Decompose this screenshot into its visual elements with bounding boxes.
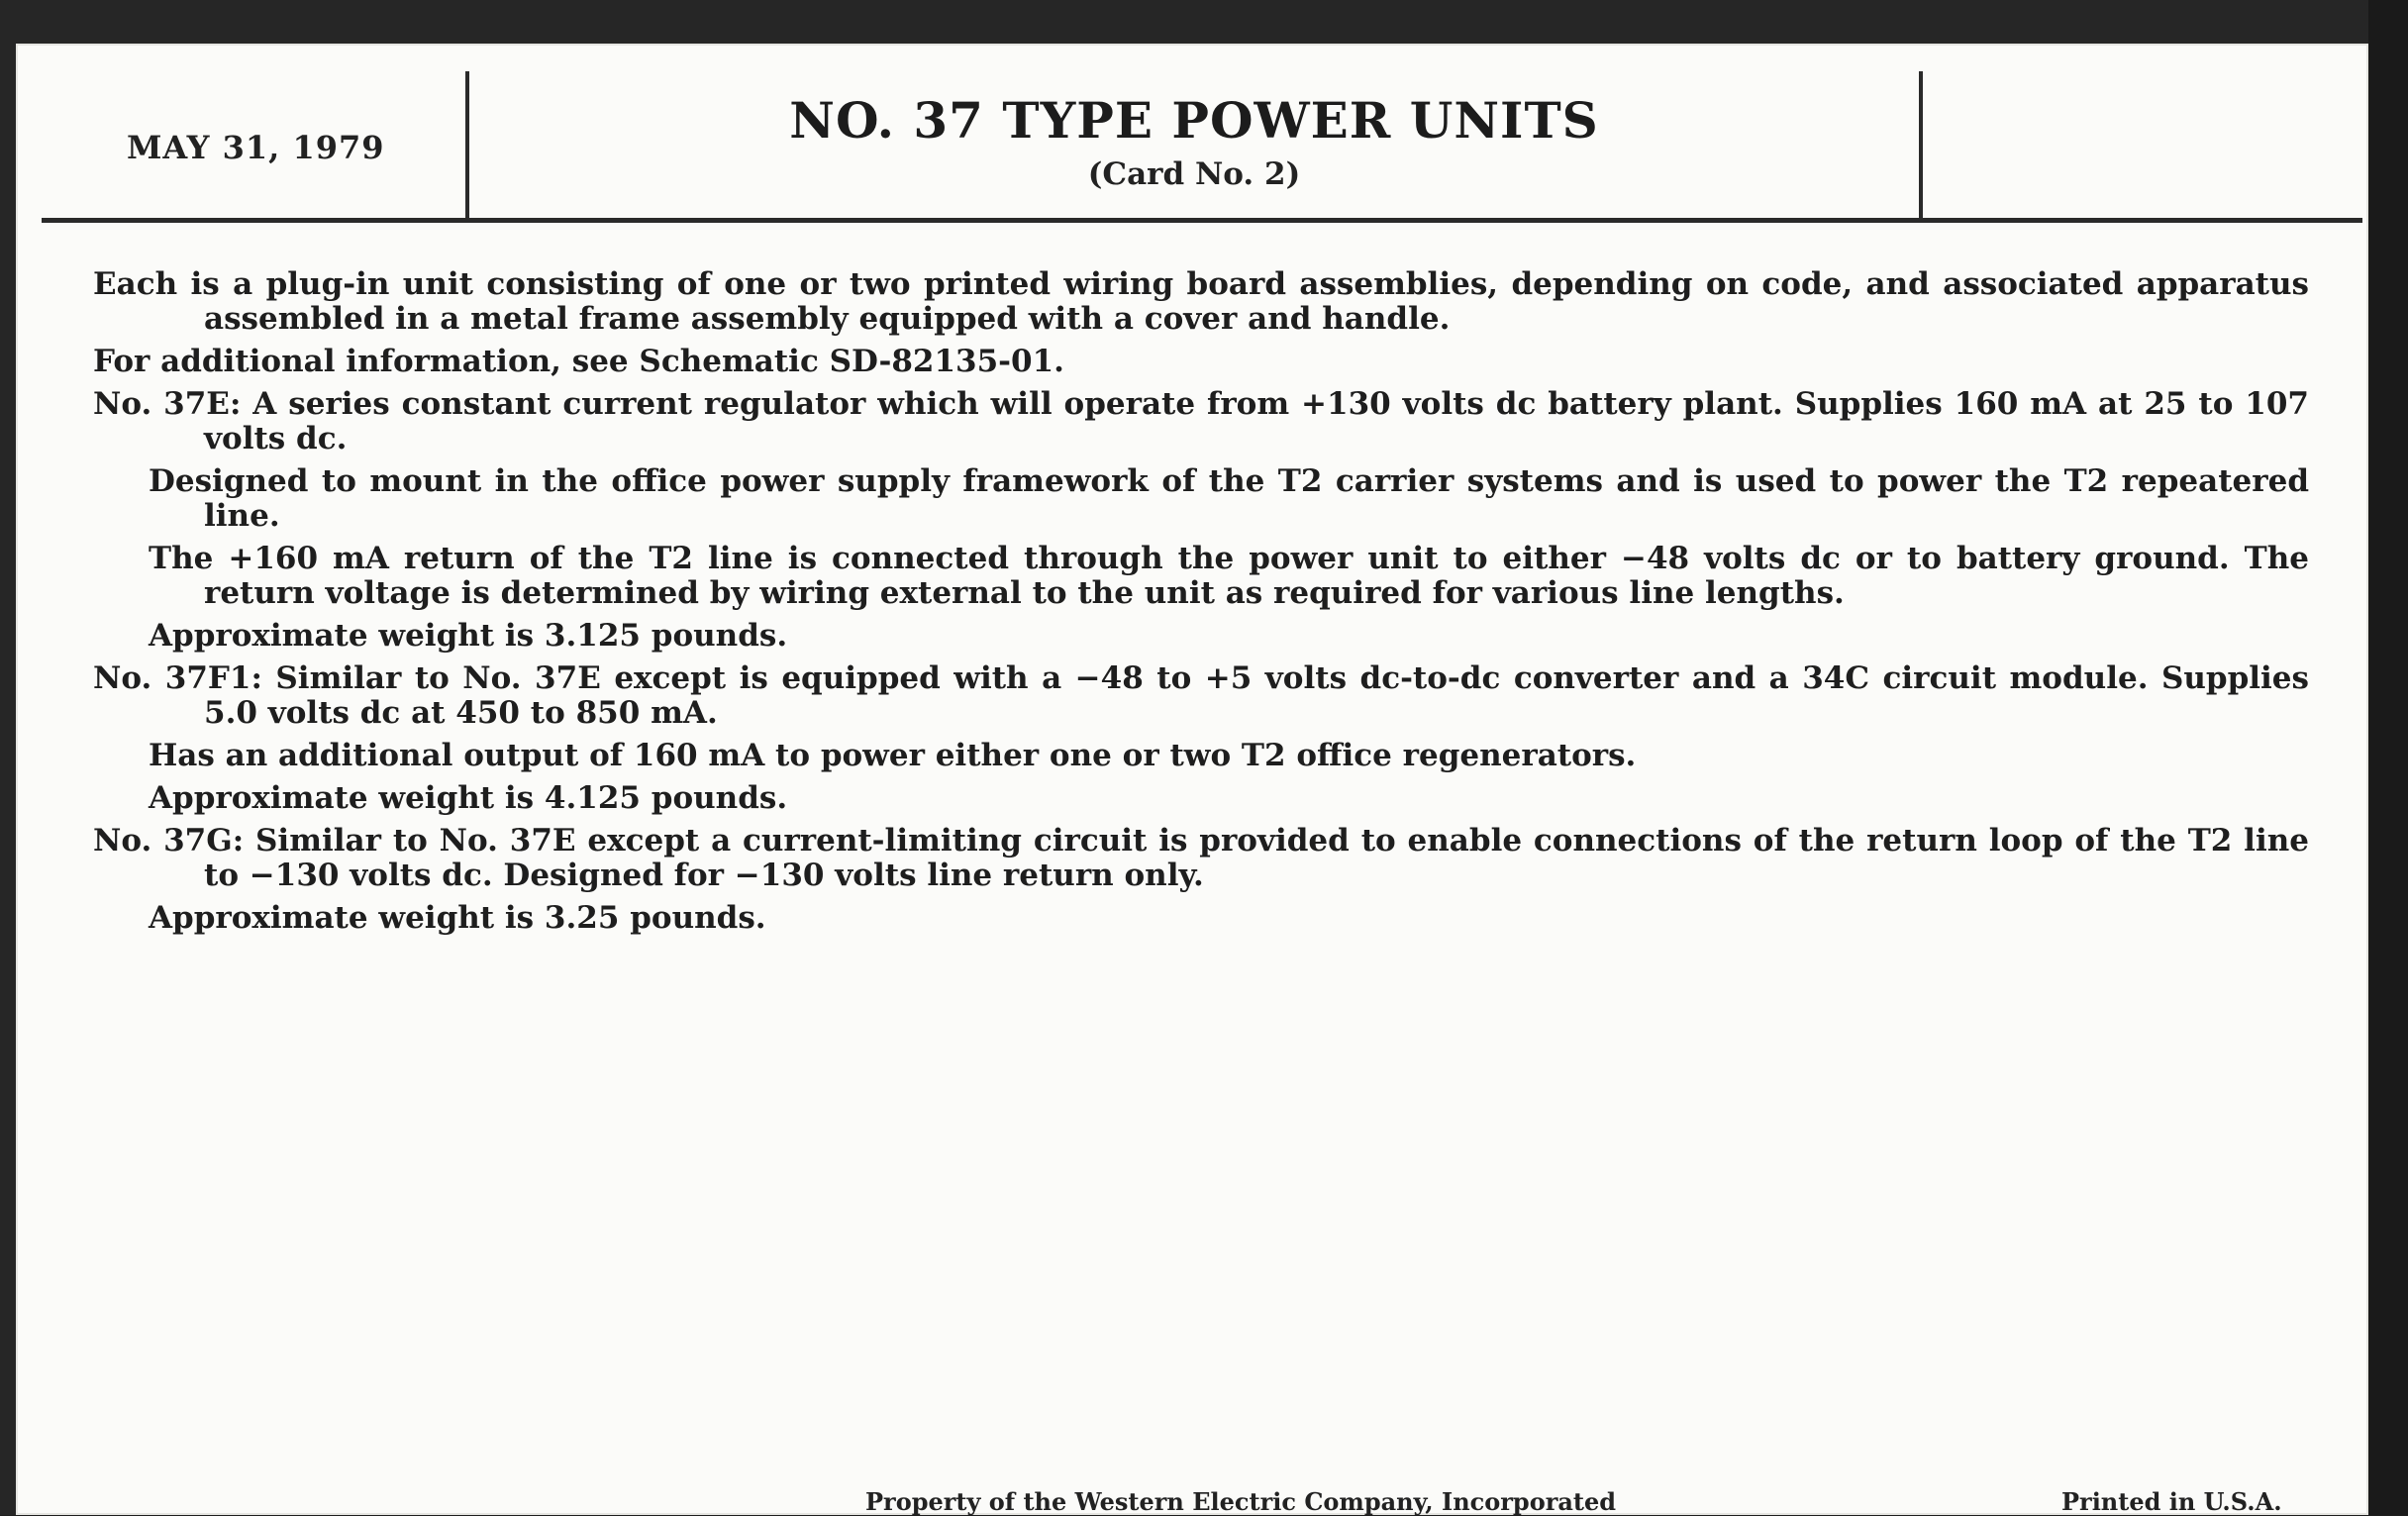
paragraph-37f1: No. 37F1: Similar to No. 37E except is equipped with a −48 to +5 volts dc-to-dc converter and a 34C circuit module. Supplies 5.0 volts dc at 450 to 850 mA. <box>93 660 2309 731</box>
paragraph-37g-weight: Approximate weight is 3.25 pounds. <box>149 900 766 936</box>
header-divider-right <box>1919 71 1923 222</box>
header-rule <box>42 218 2362 223</box>
card-title: NO. 37 TYPE POWER UNITS <box>789 91 1599 150</box>
card-body <box>93 267 2309 944</box>
paragraph-37g: No. 37G: Similar to No. 37E except a current-limiting circuit is provided to enable connections of the return loop of the T2 line to −130 volts dc. Designed for −130 volts line return only. <box>93 823 2309 893</box>
scan-edge <box>2368 0 2408 1515</box>
paragraph-37e-mount: Designed to mount in the office power supply framework of the T2 carrier systems and is used to power the T2 repeatered line. <box>149 463 2309 534</box>
paragraph-intro: Each is a plug-in unit consisting of one or two printed wiring board assemblies, depending on code, and associated apparatus assembled in a metal frame assembly equipped with a cover and handle. <box>93 266 2309 337</box>
paragraph-37f1-weight: Approximate weight is 4.125 pounds. <box>149 780 788 816</box>
footer-property: Property of the Western Electric Company, Incorporated <box>865 1487 1617 1516</box>
paragraph-37e-weight: Approximate weight is 3.125 pounds. <box>149 618 788 654</box>
card-subtitle: (Card No. 2) <box>1087 156 1301 192</box>
document-card <box>16 44 2368 1515</box>
paragraph-reference: For additional information, see Schematic SD-82135-01. <box>93 344 1064 379</box>
card-date: MAY 31, 1979 <box>127 129 385 166</box>
paragraph-37f1-output: Has an additional output of 160 mA to power either one or two T2 office regenerators. <box>149 738 1637 773</box>
paragraph-37e: No. 37E: A series constant current regulator which will operate from +130 volts dc battery plant. Supplies 160 mA at 25 to 107 volts dc. <box>93 386 2309 456</box>
paragraph-37e-return: The +160 mA return of the T2 line is connected through the power unit to either −48 volts dc or to battery ground. The return voltage is determined by wiring external to the unit as required for various line lengths. <box>149 541 2309 611</box>
footer-printed: Printed in U.S.A. <box>2061 1487 2282 1516</box>
